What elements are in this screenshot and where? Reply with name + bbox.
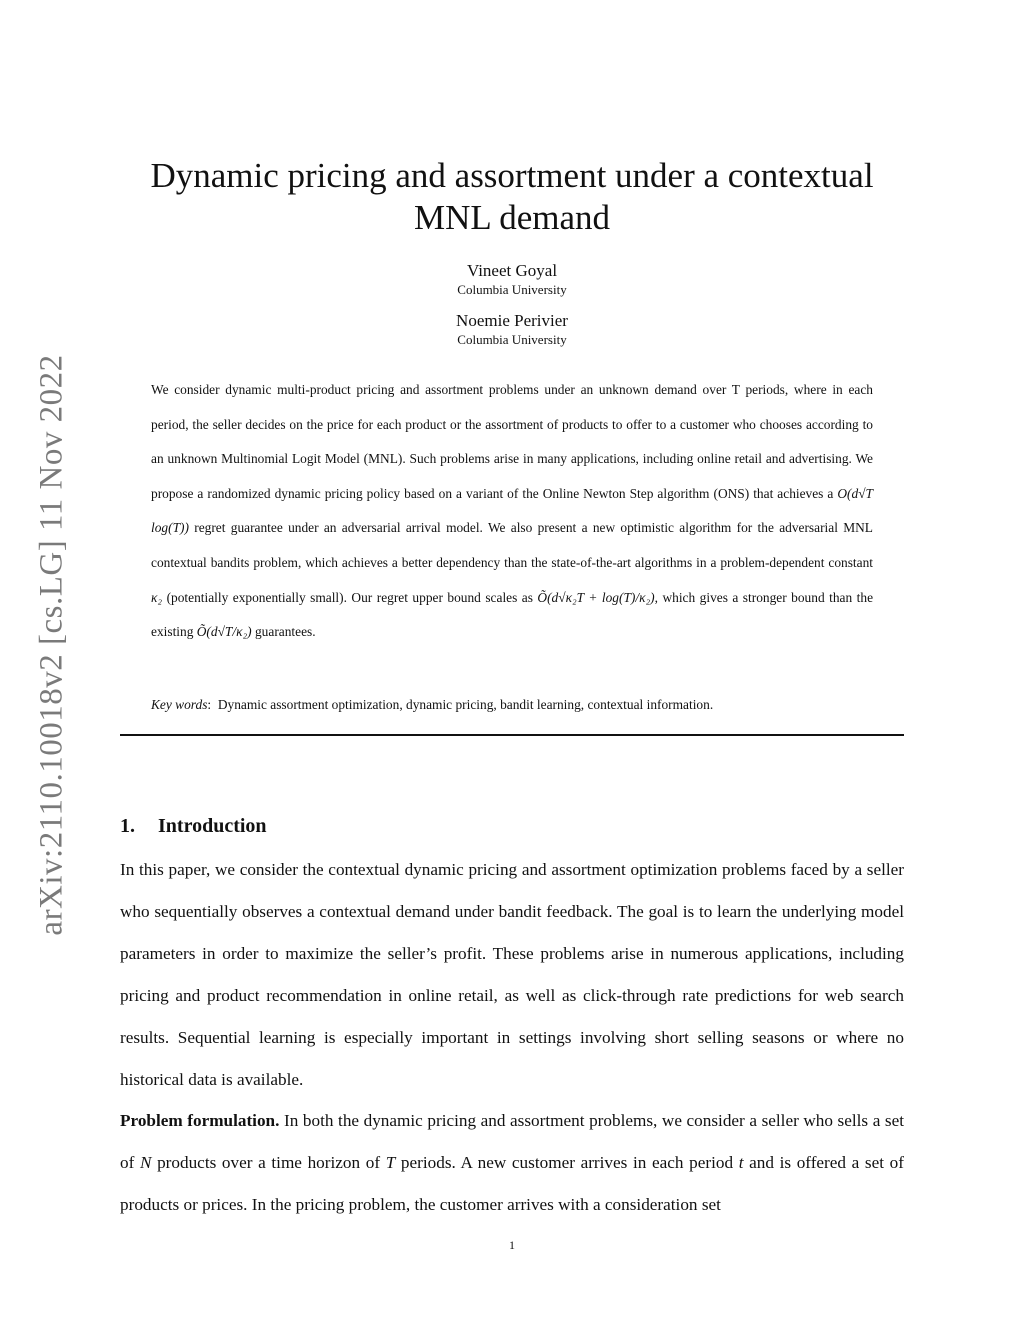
- keywords-label: Key words: [151, 697, 208, 712]
- paper-title: Dynamic pricing and assortment under a contextual MNL demand: [150, 156, 874, 237]
- abstract-text: We consider dynamic multi-product pricing and assortment problems under an unknown demand over T periods, where in each period, the seller decides on the price for each product or the assortment of products to offer to a customer who chooses according to an unknown Multinomial Logit Model (MNL). Such problems arise in many applications, including online retail and advertising. We propose a randomized dynamic pricing policy based on a variant of the Online Newton Step algorithm (ONS) that achieves a: [151, 382, 873, 501]
- abstract: [151, 373, 873, 650]
- abstract-text: guarantees.: [251, 624, 316, 640]
- intro-paragraph: In this paper, we consider the contextual dynamic pricing and assortment optimization problems faced by a seller who sequentially observes a contextual demand under bandit feedback. The goal is to learn the underlying model parameters in order to maximize the seller’s profit. These problems arise in numerous applications, including pricing and product recommendation in online retail, as well as click-through rate predictions for web search results. Sequential learning is especially important in settings involving short selling seasons or where no historical data is available.: [120, 860, 904, 1089]
- section-title: Introduction: [158, 815, 267, 837]
- arxiv-identifier-stamp: arXiv:2110.10018v2 [cs.LG] 11 Nov 2022: [33, 354, 70, 936]
- math-expression: O(d√T log(T)): [151, 485, 873, 536]
- abstract-text: regret guarantee under an adversarial arrival model. We also present a new optimistic algorithm for the adversarial MNL contextual bandits problem, which achieves a better dependency than the state-of-the-art algorithms in a problem-dependent constant: [151, 520, 873, 570]
- abstract-text: (potentially exponentially small). Our regret upper bound scales as: [162, 589, 538, 605]
- author-name: Vineet Goyal: [466, 261, 558, 280]
- author-name: Noemie Perivier: [456, 311, 568, 330]
- author-block-2: [120, 310, 904, 348]
- math-expression: Õ(d√T/κ₂): [196, 624, 252, 640]
- math-expression: κ₂: [151, 589, 163, 605]
- paragraph-text: In both the dynamic pricing and assortment problems, we consider a seller who sells a set of: [120, 1111, 904, 1172]
- keywords-text: Dynamic assortment optimization, dynamic pricing, bandit learning, contextual information.: [217, 697, 714, 712]
- paragraph-lead: Problem formulation.: [120, 1111, 280, 1130]
- keywords-line: Key words: Dynamic assortment optimization, dynamic pricing, bandit learning, contextual information.: [151, 697, 714, 712]
- author-block-1: [120, 260, 904, 298]
- math-symbol: t: [738, 1153, 744, 1172]
- abstract-text: , which gives a stronger bound than the existing: [151, 589, 874, 640]
- author-affiliation: Columbia University: [457, 332, 567, 347]
- math-expression: Õ(d√κ₂T + log(T)/κ₂): [537, 589, 655, 605]
- section-heading: [120, 812, 267, 840]
- author-affiliation: Columbia University: [457, 282, 567, 297]
- abstract-divider: [120, 734, 904, 736]
- paragraph-text: periods. A new customer arrives in each period: [395, 1153, 739, 1172]
- math-symbol: T: [385, 1153, 396, 1172]
- math-symbol: N: [139, 1153, 152, 1172]
- problem-formulation-paragraph: [120, 1100, 904, 1226]
- section-number: 1.: [120, 815, 135, 837]
- paragraph-text: and is offered a set of products or prices. In the pricing problem, the customer arrives with a consideration set: [120, 1153, 904, 1214]
- paragraph-text: products over a time horizon of: [151, 1153, 386, 1172]
- page-number: 1: [509, 1238, 515, 1252]
